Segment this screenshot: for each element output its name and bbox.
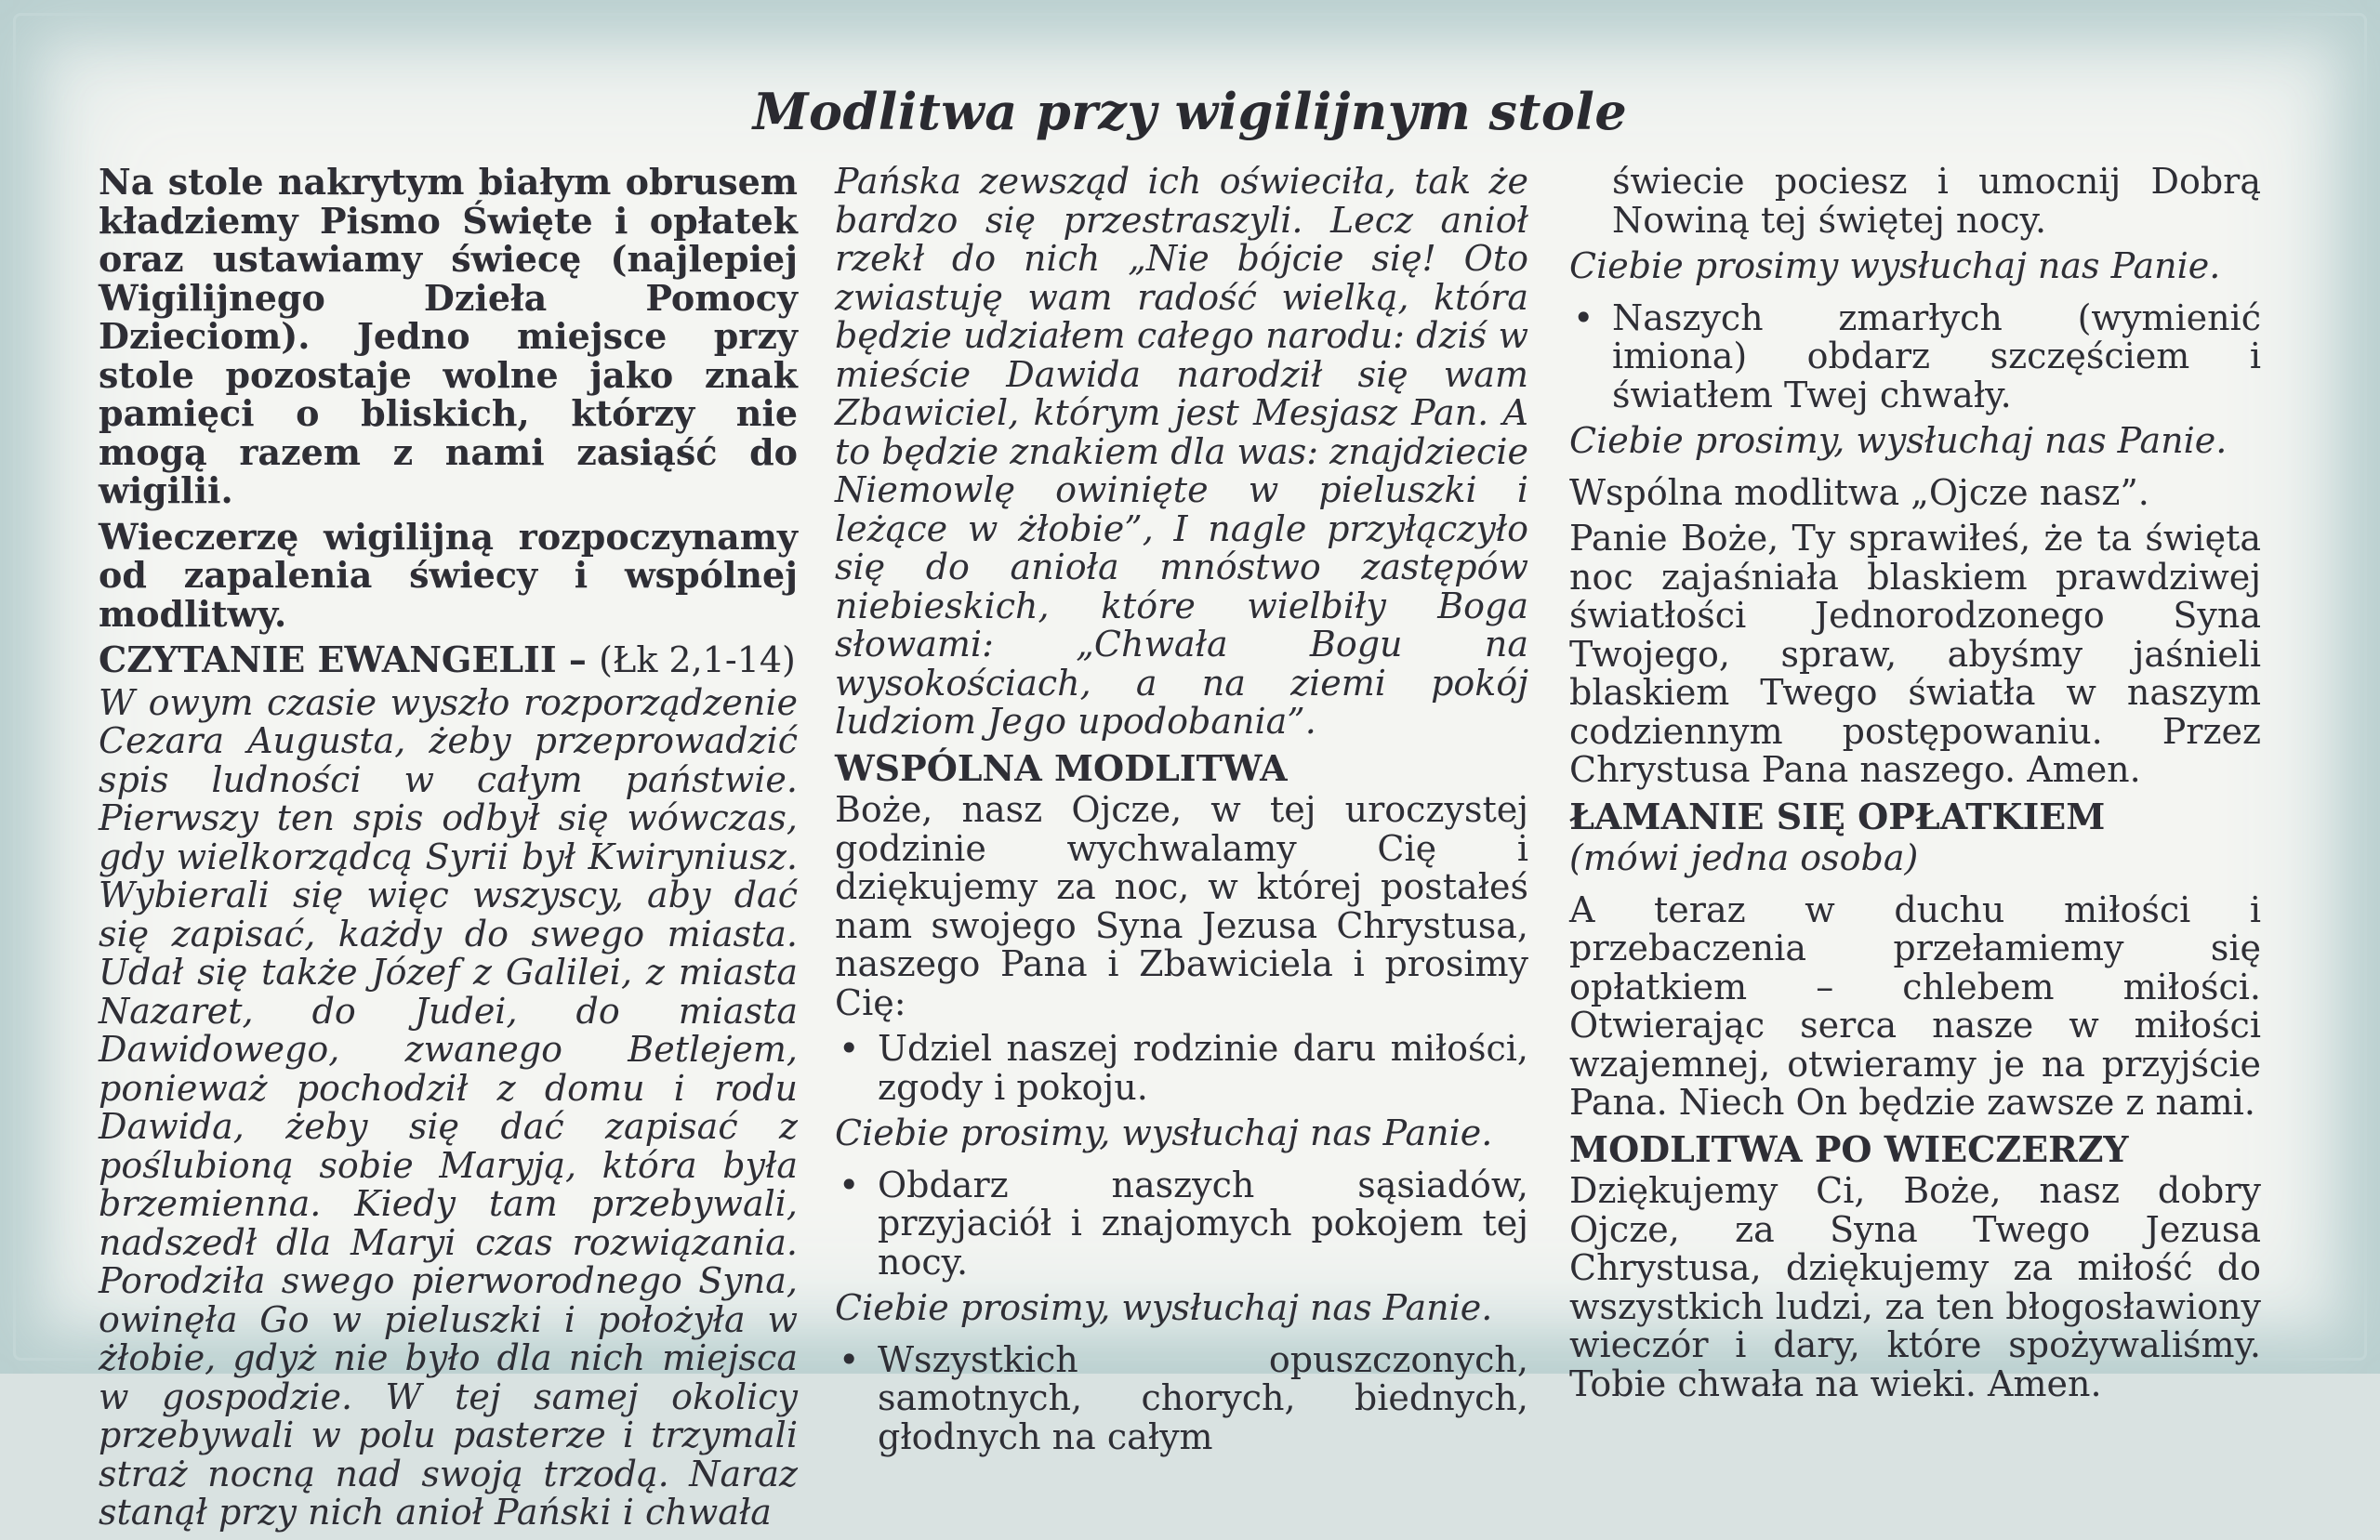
column-left bbox=[99, 163, 798, 1540]
bullet-icon: • bbox=[839, 1028, 860, 1069]
response-line: Ciebie prosimy, wysłuchaj nas Panie. bbox=[1569, 420, 2228, 461]
page-title: Modlitwa przy wigilijnym stole bbox=[752, 82, 1628, 141]
intention-text: Udziel naszej rodzinie daru miłości, zgody i pokoju. bbox=[878, 1028, 1528, 1108]
response-line: Ciebie prosimy wysłuchaj nas Panie. bbox=[1569, 245, 2221, 286]
gospel-reference: (Łk 2,1-14) bbox=[599, 639, 796, 680]
response-line: Ciebie prosimy, wysłuchaj nas Panie. bbox=[835, 1112, 1493, 1153]
intention-text: Naszych zmarłych (wymienić imiona) obdarz szczęściem i światłem Twej chwały. bbox=[1612, 296, 2261, 415]
common-prayer-heading: WSPÓLNA MODLITWA bbox=[835, 746, 1288, 789]
column-right bbox=[1569, 163, 2261, 1411]
intentions-list bbox=[835, 1166, 1528, 1283]
intentions-list bbox=[835, 1030, 1528, 1107]
bullet-icon: • bbox=[1573, 296, 1594, 338]
intention-text: Wszystkich opuszczonych, samotnych, chorych, biednych, głodnych na całym bbox=[878, 1338, 1528, 1457]
gospel-text: W owym czasie wyszło rozporządzenie Cezara Augusta, żeby przeprowadzić spis ludności w całym państwie. Pierwszy ten spis odbył się wówczas, gdy wielkorządcą Syrii był Kwiryniusz. Wybierali się więc wszyscy, aby dać się zapisać, każdy do swego miasta. Udał się także Józef z Galilei, z miasta Nazaret, do Judei, do miasta Dawidowego, zwanego Betlejem, ponieważ pochodził z domu i rodu Dawida, żeby się dać zapisać z poślubioną sobie Maryją, która była brzemienna. Kiedy tam przebywali, nadszedł dla Maryi czas rozwiązania. Porodziła swego pierworodnego Syna, owinęła Go w pieluszki i położyła w żłobie, gdyż nie było dla nich miejsca w gospodzie. W tej samej okolicy przebywali w polu pasterze i trzymali straż nocną nad swoją trzodą. Naraz stanął przy nich anioł Pański i chwała bbox=[99, 681, 798, 1533]
gospel-text-continued: Pańska zewsząd ich oświeciła, tak że bardzo się przestraszyli. Lecz anioł rzekł do nich „Nie bójcie się! Oto zwiastuję wam radość wielką, która będzie udziałem całego narodu: dziś w mieście Dawida narodził się wam Zbawiciel, którym jest Mesjasz Pan. A to będzie znakiem dla was: znajdziecie Niemowlę owinięte w pieluszki i leżące w żłobie”, I nagle przyłączyło się do anioła mnóstwo zastępów niebieskich, które wielbiły Boga słowami: „Chwała Bogu na wysokościach, a na ziemi pokój ludziom Jego upodobania”. bbox=[835, 161, 1528, 742]
closing-prayer: Panie Boże, Ty sprawiłeś, że ta święta noc zajaśniała blaskiem prawdziwej światłości Jednorodzonego Syna Twojego, spraw, abyśmy jaśnieli blaskiem Twego światła w naszym codziennym postępowaniu. Przez Chrystusa Pana naszego. Amen. bbox=[1569, 518, 2261, 790]
column-middle bbox=[835, 163, 1528, 1464]
after-supper-text: Dziękujemy Ci, Boże, nasz dobry Ojcze, za Syna Twego Jezusa Chrystusa, dziękujemy za miłość do wszystkich ludzi, za ten błogosławiony wieczór i dary, które spożywaliśmy. Tobie chwała na wieki. Amen. bbox=[1569, 1170, 2261, 1404]
list-item bbox=[835, 1166, 1528, 1283]
intro-paragraph: Na stole nakrytym białym obrusem kładziemy Pismo Święte i opłatek oraz ustawiamy świecę (najlepiej Wigilijnego Dzieła Pomocy Dzieciom). Jedno miejsce przy stole pozostaje wolne jako znak pamięci o bliskich, którzy nie mogą razem z nami zasiąść do wigilii. bbox=[99, 161, 798, 511]
intentions-list bbox=[1569, 296, 2261, 415]
bullet-icon: • bbox=[839, 1338, 860, 1380]
gospel-heading bbox=[99, 640, 798, 680]
intention-text: Obdarz naszych sąsiadów, przyjaciół i znajomych pokojem tej nocy. bbox=[878, 1164, 1528, 1283]
list-item bbox=[835, 1338, 1528, 1457]
intentions-list bbox=[835, 1338, 1528, 1457]
common-prayer-intro: Boże, nasz Ojcze, w tej uroczystej godzinie wychwalamy Cię i dziękujemy za noc, w której postałeś nam swojego Syna Jezusa Chrystusa, naszego Pana i Zbawiciela i prosimy Cię: bbox=[835, 789, 1528, 1023]
intro-paragraph-2: Wieczerzę wigilijną rozpoczynamy od zapalenia świecy i wspólnej modlitwy. bbox=[99, 515, 798, 635]
our-father-line: Wspólna modlitwa „Ojcze nasz”. bbox=[1569, 471, 2149, 513]
after-supper-heading: MODLITWA PO WIECZERZY bbox=[1569, 1127, 2129, 1170]
list-item bbox=[1569, 296, 2261, 415]
wafer-text: A teraz w duchu miłości i przebaczenia przełamiemy się opłatkiem – chlebem miłości. Otwierając serca nasze w miłości wzajemnej, otwieramy je na przyjście Pana. Niech On będzie zawsze z nami. bbox=[1569, 888, 2261, 1123]
list-item bbox=[835, 1030, 1528, 1107]
bullet-icon: • bbox=[839, 1164, 860, 1205]
wafer-heading: ŁAMANIE SIĘ OPŁATKIEM bbox=[1569, 795, 2106, 837]
gospel-heading-label: CZYTANIE EWANGELII – bbox=[99, 638, 600, 680]
wafer-note: (mówi jedna osoba) bbox=[1569, 837, 1919, 878]
intention-text-continued: świecie pociesz i umocnij Dobrą Nowiną tej świętej nocy. bbox=[1612, 161, 2261, 241]
response-line: Ciebie prosimy, wysłuchaj nas Panie. bbox=[835, 1287, 1493, 1328]
